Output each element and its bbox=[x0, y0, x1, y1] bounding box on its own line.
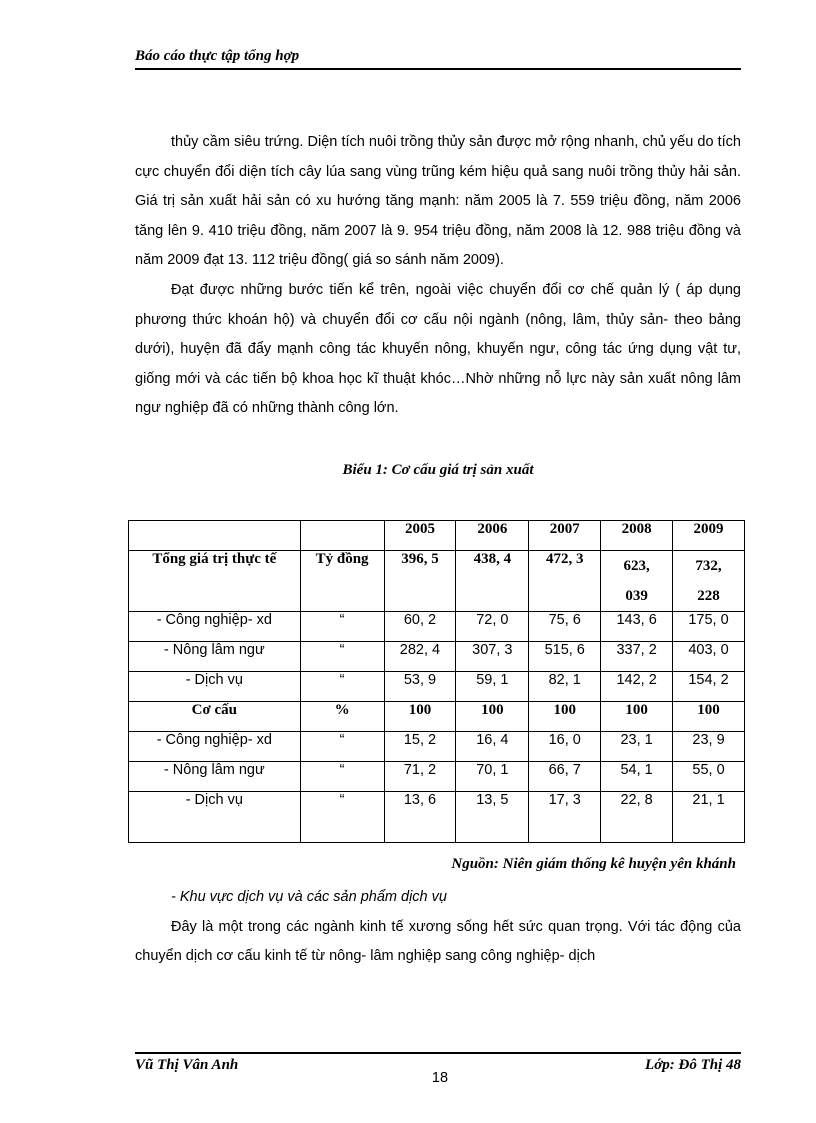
footer-class: Lớp: Đô Thị 48 bbox=[645, 1057, 741, 1073]
value-cell: 71, 2 bbox=[384, 762, 456, 792]
value-cell: 337, 2 bbox=[601, 642, 673, 672]
value-cell: 72, 0 bbox=[456, 612, 529, 642]
year-cell: 2006 bbox=[456, 521, 529, 551]
year-cell: 2007 bbox=[529, 521, 601, 551]
table-row bbox=[129, 642, 745, 672]
value-cell: 175, 0 bbox=[673, 612, 745, 642]
value-cell: 13, 6 bbox=[384, 792, 456, 843]
value-cell: 515, 6 bbox=[529, 642, 601, 672]
row-label: - Dịch vụ bbox=[129, 672, 301, 702]
table-caption: Biểu 1: Cơ cấu giá trị sản xuất bbox=[342, 462, 534, 478]
value-cell: 403, 0 bbox=[673, 642, 745, 672]
row-label: Tổng giá trị thực tế bbox=[129, 551, 301, 612]
table-row bbox=[129, 702, 745, 732]
row-unit: “ bbox=[300, 612, 384, 642]
value-cell: 623, 039 bbox=[601, 551, 673, 612]
row-unit: “ bbox=[300, 732, 384, 762]
value-cell: 100 bbox=[456, 702, 529, 732]
row-label: Cơ cấu bbox=[129, 702, 301, 732]
value-cell: 55, 0 bbox=[673, 762, 745, 792]
year-cell: 2008 bbox=[601, 521, 673, 551]
value-cell: 732, 228 bbox=[673, 551, 745, 612]
value-cell: 438, 4 bbox=[456, 551, 529, 612]
row-label: - Công nghiệp- xd bbox=[129, 732, 301, 762]
value-cell: 15, 2 bbox=[384, 732, 456, 762]
value-cell: 142, 2 bbox=[601, 672, 673, 702]
body-text bbox=[135, 128, 741, 424]
row-unit: % bbox=[300, 702, 384, 732]
value-cell: 54, 1 bbox=[601, 762, 673, 792]
footer-author: Vũ Thị Vân Anh bbox=[135, 1057, 239, 1073]
value-cell: 100 bbox=[673, 702, 745, 732]
table-row bbox=[129, 732, 745, 762]
table-row bbox=[129, 551, 745, 612]
value-cell: 23, 1 bbox=[601, 732, 673, 762]
page-number: 18 bbox=[431, 1070, 449, 1086]
row-unit: “ bbox=[300, 672, 384, 702]
row-label: - Nông lâm ngư bbox=[129, 762, 301, 792]
value-cell: 17, 3 bbox=[529, 792, 601, 843]
value-cell: 307, 3 bbox=[456, 642, 529, 672]
year-cell: 2005 bbox=[384, 521, 456, 551]
table-header-row bbox=[129, 521, 745, 551]
body-text-continued bbox=[135, 883, 741, 972]
row-label: - Công nghiệp- xd bbox=[129, 612, 301, 642]
value-cell: 59, 1 bbox=[456, 672, 529, 702]
year-cell: 2009 bbox=[673, 521, 745, 551]
table-source: Nguồn: Niên giám thống kê huyện yên khánh bbox=[451, 856, 736, 872]
value-cell: 60, 2 bbox=[384, 612, 456, 642]
row-unit: “ bbox=[300, 642, 384, 672]
value-cell: 22, 8 bbox=[601, 792, 673, 843]
value-cell: 70, 1 bbox=[456, 762, 529, 792]
value-cell: 100 bbox=[529, 702, 601, 732]
value-cell: 282, 4 bbox=[384, 642, 456, 672]
value-cell: 16, 4 bbox=[456, 732, 529, 762]
row-label: - Dịch vụ bbox=[129, 792, 301, 843]
row-label: - Nông lâm ngư bbox=[129, 642, 301, 672]
table-row bbox=[129, 612, 745, 642]
value-cell: 154, 2 bbox=[673, 672, 745, 702]
value-cell: 472, 3 bbox=[529, 551, 601, 612]
value-cell: 100 bbox=[601, 702, 673, 732]
subheading: - Khu vực dịch vụ và các sản phẩm dịch vụ bbox=[171, 889, 447, 905]
value-cell: 13, 5 bbox=[456, 792, 529, 843]
value-cell: 82, 1 bbox=[529, 672, 601, 702]
row-unit: Tỷ đồng bbox=[300, 551, 384, 612]
paragraph: Đây là một trong các ngành kinh tế xương sống hết sức quan trọng. Với tác động của chuyển dịch cơ cấu kinh tế từ nông- lâm nghiệp sang công nghiệp- dịch bbox=[135, 918, 741, 965]
value-cell: 53, 9 bbox=[384, 672, 456, 702]
row-unit: “ bbox=[300, 762, 384, 792]
table-row bbox=[129, 792, 745, 843]
value-cell: 75, 6 bbox=[529, 612, 601, 642]
value-cell: 66, 7 bbox=[529, 762, 601, 792]
table-row bbox=[129, 762, 745, 792]
paragraph: Đạt được những bước tiến kể trên, ngoài việc chuyển đổi cơ chế quản lý ( áp dụng phương thức khoán hộ) và chuyển đổi cơ cấu nội ngành (nông, lâm, thủy sản- theo bảng dưới), huyện đã đẩy mạnh công tác khuyến nông, khuyến ngư, công tác ứng dụng vật tư, giống mới và các tiến bộ khoa học kĩ thuật khóc…Nhờ những nỗ lực này sản xuất nông lâm ngư nghiệp đã có những thành công lớn. bbox=[135, 281, 741, 417]
value-cell: 16, 0 bbox=[529, 732, 601, 762]
value-cell: 23, 9 bbox=[673, 732, 745, 762]
value-cell: 21, 1 bbox=[673, 792, 745, 843]
page-header bbox=[135, 48, 741, 70]
value-cell: 396, 5 bbox=[384, 551, 456, 612]
value-cell: 143, 6 bbox=[601, 612, 673, 642]
table-row bbox=[129, 672, 745, 702]
paragraph: thủy cầm siêu trứng. Diện tích nuôi trồng thủy sản được mở rộng nhanh, chủ yếu do tích cực chuyển đổi diện tích cây lúa sang vùng trũng kém hiệu quả sang nuôi trồng thủy hải sản. Giá trị sản xuất hải sản có xu hướng tăng mạnh: năm 2005 là 7. 559 triệu đồng, năm 2006 tăng lên 9. 410 triệu đồng, năm 2007 là 9. 954 triệu đồng, năm 2008 là 12. 988 triệu đồng và năm 2009 đạt 13. 112 triệu đồng( giá so sánh năm 2009). bbox=[135, 134, 741, 269]
production-structure-table bbox=[128, 520, 745, 843]
header-title: Báo cáo thực tập tổng hợp bbox=[135, 48, 300, 64]
value-cell: 100 bbox=[384, 702, 456, 732]
row-unit: “ bbox=[300, 792, 384, 843]
